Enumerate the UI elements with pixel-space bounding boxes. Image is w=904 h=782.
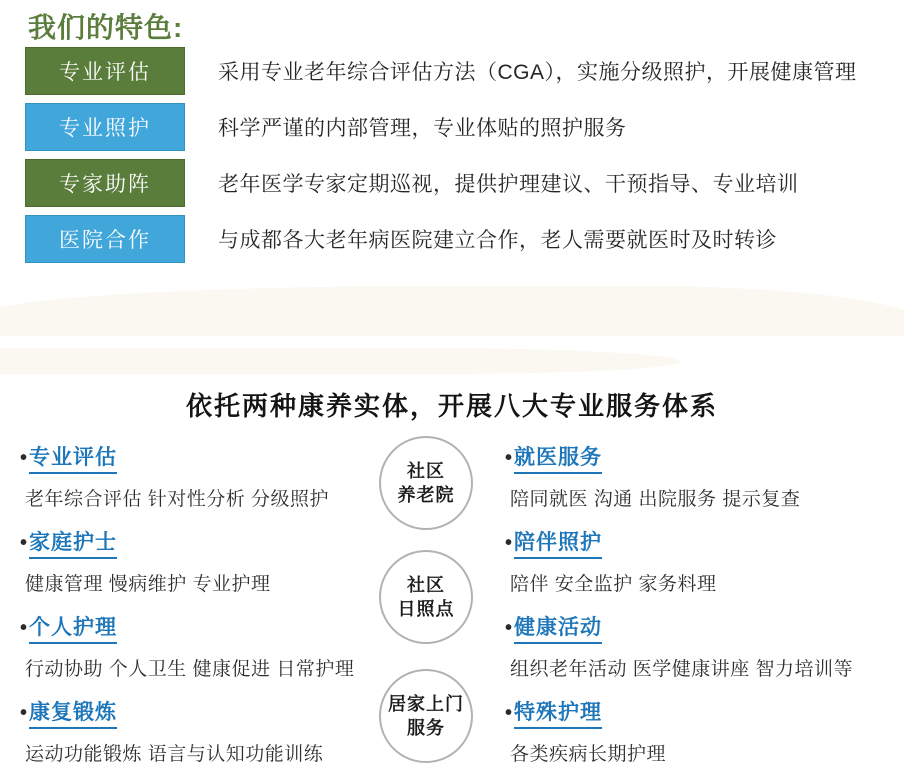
service-heading <box>505 611 853 641</box>
entity-label: 养老院 <box>397 485 455 505</box>
feature-description: 科学严谨的内部管理，专业体贴的照护服务 <box>218 117 627 140</box>
service-description: 陪伴 安全监护 家务料理 <box>510 574 717 595</box>
service-item <box>20 611 354 681</box>
service-description: 行动协助 个人卫生 健康促进 日常护理 <box>25 659 355 680</box>
service-description: 组织老年活动 医学健康讲座 智力培训等 <box>510 659 854 680</box>
feature-row <box>25 159 799 207</box>
bullet-icon: • <box>20 532 28 554</box>
entity-circle-home-visit-service <box>379 669 473 763</box>
feature-badge: 专业照护 <box>25 103 185 151</box>
entity-circle-community-daycare <box>379 550 473 644</box>
feature-badge: 医院合作 <box>25 215 185 263</box>
feature-badge: 专家助阵 <box>25 159 185 207</box>
feature-row <box>25 47 857 95</box>
feature-description: 采用专业老年综合评估方法（CGA），实施分级照护，开展健康管理 <box>218 61 857 84</box>
service-item <box>505 696 666 766</box>
bullet-icon: • <box>505 702 513 724</box>
service-heading <box>20 526 271 556</box>
service-heading <box>20 611 354 641</box>
feature-row <box>25 215 777 263</box>
feature-row <box>25 103 627 151</box>
service-description: 健康管理 慢病维护 专业护理 <box>25 574 271 595</box>
service-heading-label: 专业评估 <box>29 446 117 474</box>
bullet-icon: • <box>20 702 28 724</box>
background-wave <box>0 348 680 374</box>
service-heading <box>505 696 666 726</box>
service-item <box>20 441 329 511</box>
bullet-icon: • <box>20 617 28 639</box>
service-item <box>20 526 271 596</box>
service-item <box>505 526 717 596</box>
services-section-title: 依托两种康养实体，开展八大专业服务体系 <box>185 391 718 421</box>
service-description: 老年综合评估 针对性分析 分级照护 <box>25 489 330 510</box>
service-heading-label: 家庭护士 <box>29 531 117 559</box>
service-item <box>505 441 800 511</box>
service-item <box>505 611 853 681</box>
service-heading-label: 健康活动 <box>514 616 602 644</box>
feature-description: 与成都各大老年病医院建立合作，老人需要就医时及时转诊 <box>218 229 777 252</box>
service-description: 陪同就医 沟通 出院服务 提示复查 <box>510 489 801 510</box>
service-description: 各类疾病长期护理 <box>510 744 667 765</box>
bullet-icon: • <box>505 447 513 469</box>
service-heading-label: 个人护理 <box>29 616 117 644</box>
feature-description: 老年医学专家定期巡视，提供护理建议、干预指导、专业培训 <box>218 173 799 196</box>
bullet-icon: • <box>505 532 513 554</box>
bullet-icon: • <box>505 617 513 639</box>
entity-label: 社区 <box>407 574 445 595</box>
service-heading <box>20 696 323 726</box>
background-wave <box>0 286 904 336</box>
service-description: 运动功能锻炼 语言与认知功能训练 <box>25 744 324 765</box>
service-heading-label: 特殊护理 <box>514 701 602 729</box>
service-heading-label: 就医服务 <box>514 446 602 474</box>
service-heading <box>20 441 329 471</box>
features-section-title: 我们的特色: <box>28 12 184 43</box>
service-item <box>20 696 323 766</box>
entity-label: 社区 <box>407 460 445 481</box>
feature-badge: 专业评估 <box>25 47 185 95</box>
entity-label: 服务 <box>407 718 445 738</box>
service-heading <box>505 526 717 556</box>
entity-label: 日照点 <box>397 599 455 619</box>
entity-label: 居家上门 <box>388 693 464 714</box>
service-heading <box>505 441 800 471</box>
entity-circle-community-nursing-home <box>379 436 473 530</box>
bullet-icon: • <box>20 447 28 469</box>
service-heading-label: 康复锻炼 <box>29 701 117 729</box>
service-heading-label: 陪伴照护 <box>514 531 602 559</box>
